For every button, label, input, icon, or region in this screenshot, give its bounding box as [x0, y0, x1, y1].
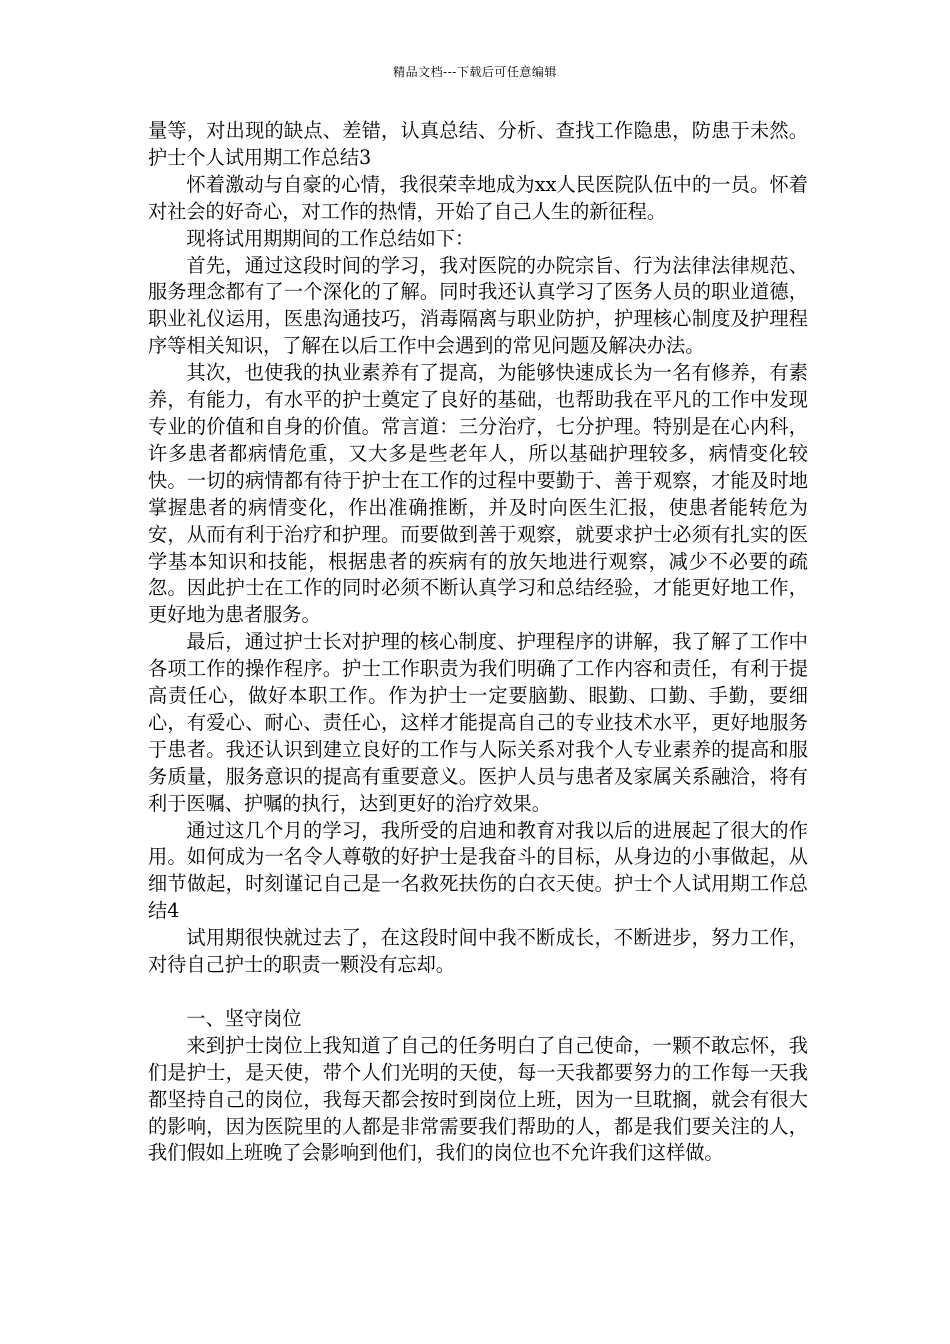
document-body [148, 118, 808, 1167]
paragraph-8: 试用期很快就过去了，在这段时间中我不断成长，不断进步，努力工作，对待自己护士的职责一颗没有忘却。 [148, 926, 808, 977]
paragraph-2: 怀着激动与自豪的心情，我很荣幸地成为xx人民医院队伍中的一员。怀着对社会的好奇心，对工作的热情，开始了自己人生的新征程。 [148, 172, 808, 223]
paragraph-5: 其次，也使我的执业素养有了提高，为能够快速成长为一名有修养，有素养，有能力，有水平的护士奠定了良好的基础，也帮助我在平凡的工作中发现专业的价值和自身的价值。常言道：三分治疗，七分护理。特别是在心内科，许多患者都病情危重，又大多是些老年人，所以基础护理较多，病情变化较快。一切的病情都有待于护士在工作的过程中要勤于、善于观察，才能及时地掌握患者的病情变化，作出准确推断，并及时向医生汇报，使患者能转危为安，从而有利于治疗和护理。而要做到善于观察，就要求护士必须有扎实的医学基本知识和技能，根据患者的疾病有的放矢地进行观察，减少不必要的疏忽。因此护士在工作的同时必须不断认真学习和总结经验，才能更好地工作，更好地为患者服务。 [148, 361, 808, 627]
blank-line [148, 979, 808, 1006]
paragraph-10: 来到护士岗位上我知道了自己的任务明白了自己使命，一颗不敢忘怀，我们是护士，是天使，带个人们光明的天使，每一天我都要努力的工作每一天我都坚持自己的岗位，我每天都会按时到岗位上班，因为一旦耽搁，就会有很大的影响，因为医院里的人都是非常需要我们帮助的人，都是我们要关注的人，我们假如上班晚了会影响到他们，我们的岗位也不允许我们这样做。 [148, 1033, 808, 1165]
section-heading: 一、坚守岗位 [186, 1006, 302, 1030]
paragraph-3: 现将试用期期间的工作总结如下： [186, 226, 475, 250]
paragraph-7: 通过这几个月的学习，我所受的启迪和教育对我以后的进展起了很大的作用。如何成为一名令人尊敬的好护士是我奋斗的目标，从身边的小事做起，从细节做起，时刻谨记自己是一名救死扶伤的白衣天使。护士个人试用期工作总结4 [148, 818, 808, 923]
paragraph-6: 最后，通过护士长对护理的核心制度、护理程序的讲解，我了解了工作中各项工作的操作程序。护士工作职责为我们明确了工作内容和责任，有利于提高责任心，做好本职工作。作为护士一定要脑勤、眼勤、口勤、手勤，要细心，有爱心、耐心、责任心，这样才能提高自己的专业技术水平，更好地服务于患者。我还认识到建立良好的工作与人际关系对我个人专业素养的提高和服务质量，服务意识的提高有重要意义。医护人员与患者及家属关系融洽，将有利于医嘱、护嘱的执行，达到更好的治疗效果。 [148, 630, 808, 815]
page-header: 精品文档---下载后可任意编辑 [393, 65, 557, 79]
paragraph-4: 首先，通过这段时间的学习，我对医院的办院宗旨、行为法律法律规范、服务理念都有了一个深化的了解。同时我还认真学习了医务人员的职业道德，职业礼仪运用，医患沟通技巧，消毒隔离与职业防护，护理核心制度及护理程序等相关知识，了解在以后工作中会遇到的常见问题及解决办法。 [148, 253, 808, 358]
paragraph-1: 量等，对出现的缺点、差错，认真总结、分析、查找工作隐患，防患于未然。护士个人试用期工作总结3 [148, 119, 808, 169]
